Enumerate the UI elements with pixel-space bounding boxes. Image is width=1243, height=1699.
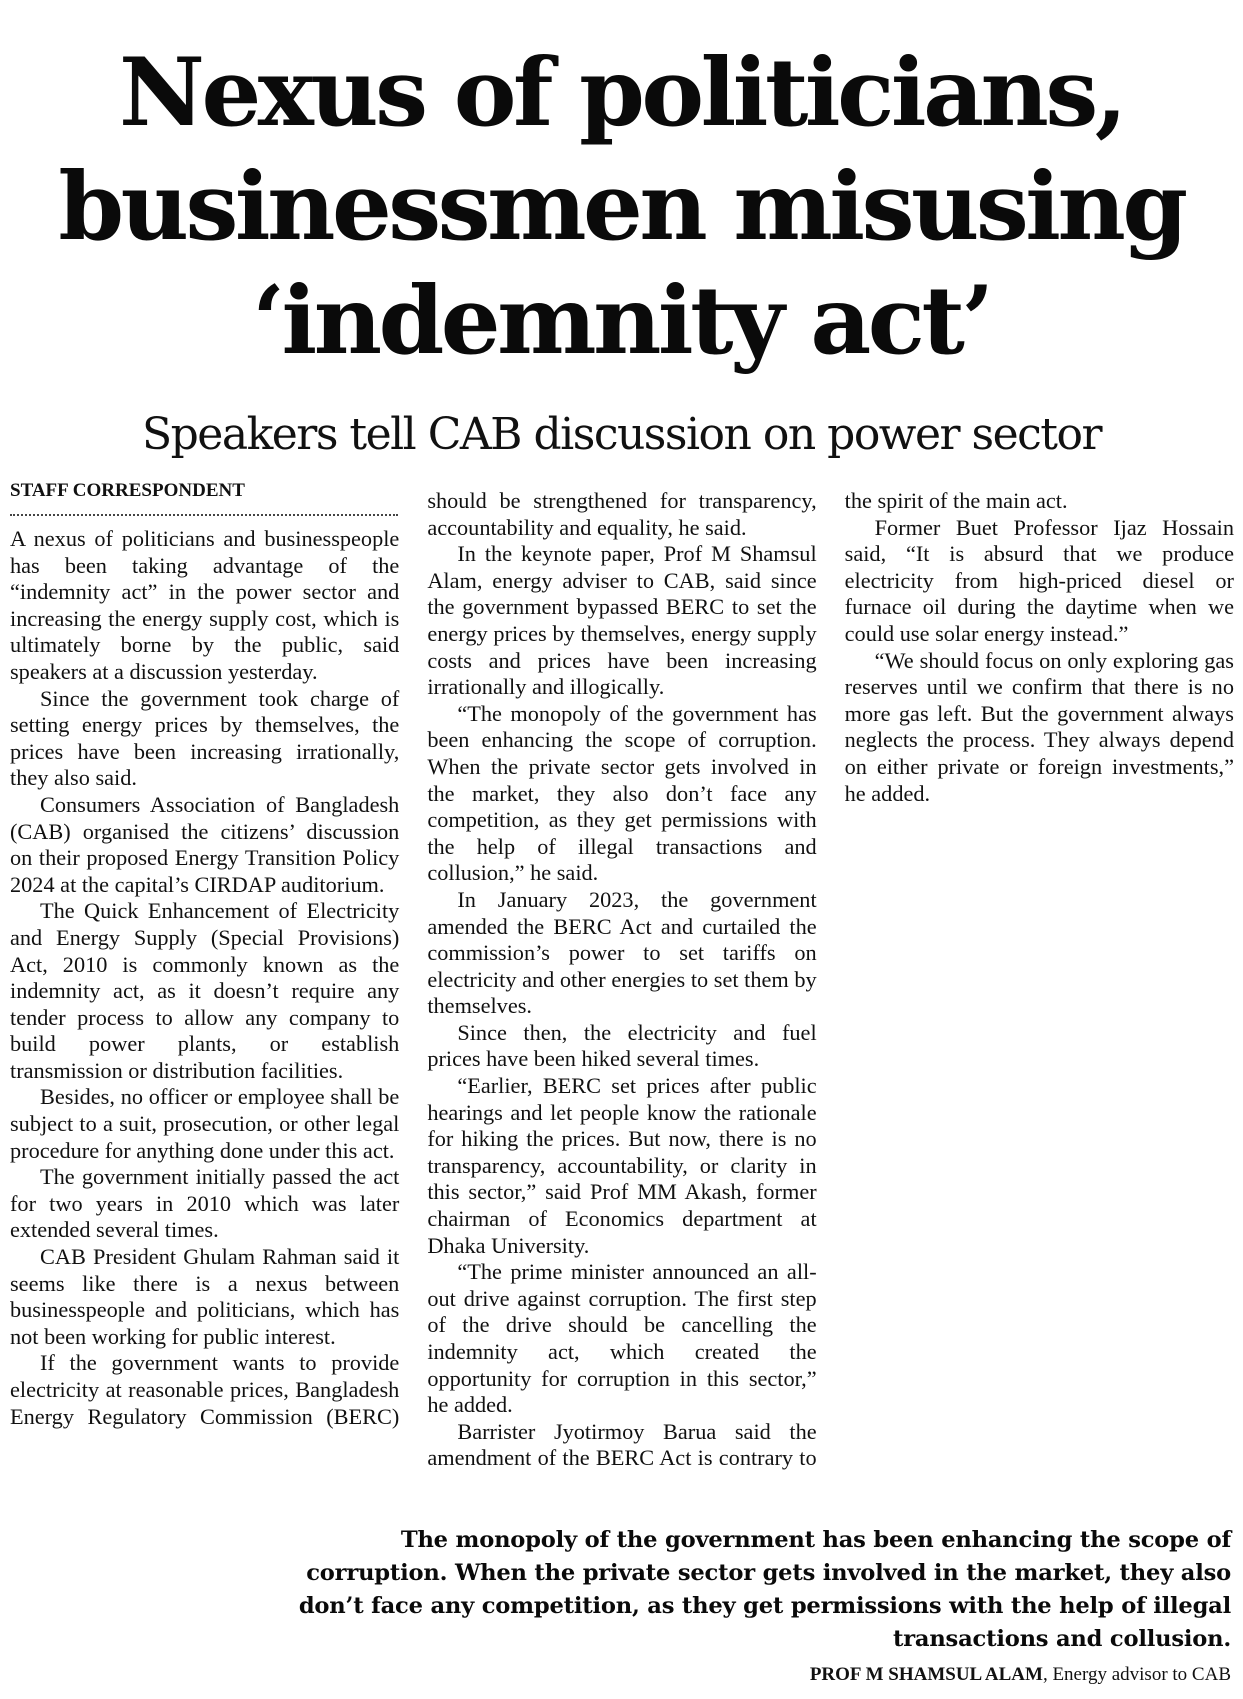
paragraph: In January 2023, the government amended the BERC Act and curtailed the commission’s power to set tariffs on electricity and other energies to set them by themselves. — [427, 886, 817, 1019]
article-body — [10, 488, 1234, 1478]
paragraph: CAB President Ghulam Rahman said it seems like there is a nexus between businesspeople and politicians, which has not been working for public interest. — [10, 1244, 400, 1349]
paragraph: Former Buet Professor Ijaz Hossain said, “It is absurd that we produce electricity from high-priced diesel or furnace oil during the daytime when we could use solar energy instead.” — [844, 514, 1234, 646]
subheadline: Speakers tell CAB discussion on power sector — [142, 409, 1101, 460]
attribution-name: PROF M SHAMSUL ALAM — [809, 1664, 1043, 1685]
paragraph: “We should focus on only exploring gas reserves until we confirm that there is no more gas left. But the government always neglects the process. They always depend on either private or foreign investments,” he added. — [844, 647, 1234, 806]
paragraph: Besides, no officer or employee shall be subject to a suit, prosecution, or other legal procedure for anything done under this act. — [10, 1084, 400, 1163]
paragraph: A nexus of politicians and businesspeople has been taking advantage of the “indemnity act” in the power sector and increasing the energy supply cost, which is ultimately borne by the public, said speakers at a discussion yesterday. — [10, 526, 400, 684]
paragraph: Since the government took charge of setting energy prices by themselves, the prices have been increasing irrationally, they also said. — [10, 685, 400, 791]
paragraph: Barrister Jyotirmoy Barua said the amendment of the BERC Act is contrary to the spirit of the main act. — [427, 488, 1068, 1471]
paragraph: In the keynote paper, Prof M Shamsul Alam, energy adviser to CAB, said since the government bypassed BERC to set the energy prices by themselves, energy supply costs and prices have been increasing irrationally and illogically. — [427, 541, 817, 700]
paragraph: The government initially passed the act for two years in 2010 which was later extended several times. — [10, 1164, 400, 1243]
paragraph: If the government wants to provide electricity at reasonable prices, Bangladesh Energy Regulatory Commission (BERC) should be strengthened for transparency, accountability and equality, he said. — [10, 488, 817, 1429]
byline-spacer — [10, 488, 399, 526]
pull-quote: The monopoly of the government has been enhancing the scope of corruption. When the private sector gets involved in the market, they also don’t face any competition, as they get permissions with the help of illegal transactions and collusion. — [298, 1527, 1231, 1652]
headline-line: businessmen misusing — [58, 152, 1185, 262]
headline-line: ‘indemnity act’ — [252, 266, 991, 376]
paragraph: Since then, the electricity and fuel prices have been hiked several times. — [427, 1019, 817, 1072]
paragraph: Consumers Association of Bangladesh (CAB) organised the citizens’ discussion on their proposed Energy Transition Policy 2024 at the capital’s CIRDAP auditorium. — [10, 791, 400, 897]
paragraph: The Quick Enhancement of Electricity and Energy Supply (Special Provisions) Act, 2010 is commonly known as the indemnity act, as it doesn’t require any tender process to allow any company to build power plants, or establish transmission or distribution facilities. — [10, 898, 400, 1083]
headline-line: Nexus of politicians, — [119, 38, 1124, 148]
paragraph: “The monopoly of the government has been enhancing the scope of corruption. When the private sector gets involved in the market, they also don’t face any competition, as they get permissions with the help of illegal transactions and collusion,” he said. — [427, 700, 817, 886]
pull-quote-attribution — [810, 1664, 1231, 1686]
paragraph: “The prime minister announced an all-out drive against corruption. The first step of the drive should be cancelling the indemnity act, which created the opportunity for corruption in this sector,” he added. — [427, 1259, 817, 1418]
attribution-title: , Energy advisor to CAB — [1042, 1664, 1231, 1685]
headline — [0, 36, 1243, 378]
byline: STAFF CORRESPONDENT — [10, 480, 398, 516]
paragraph: “Earlier, BERC set prices after public hearings and let people know the rationale for hiking the prices. But now, there is no transparency, accountability, or clarity in this sector,” said Prof MM Akash, former chairman of Economics department at Dhaka University. — [427, 1073, 817, 1258]
